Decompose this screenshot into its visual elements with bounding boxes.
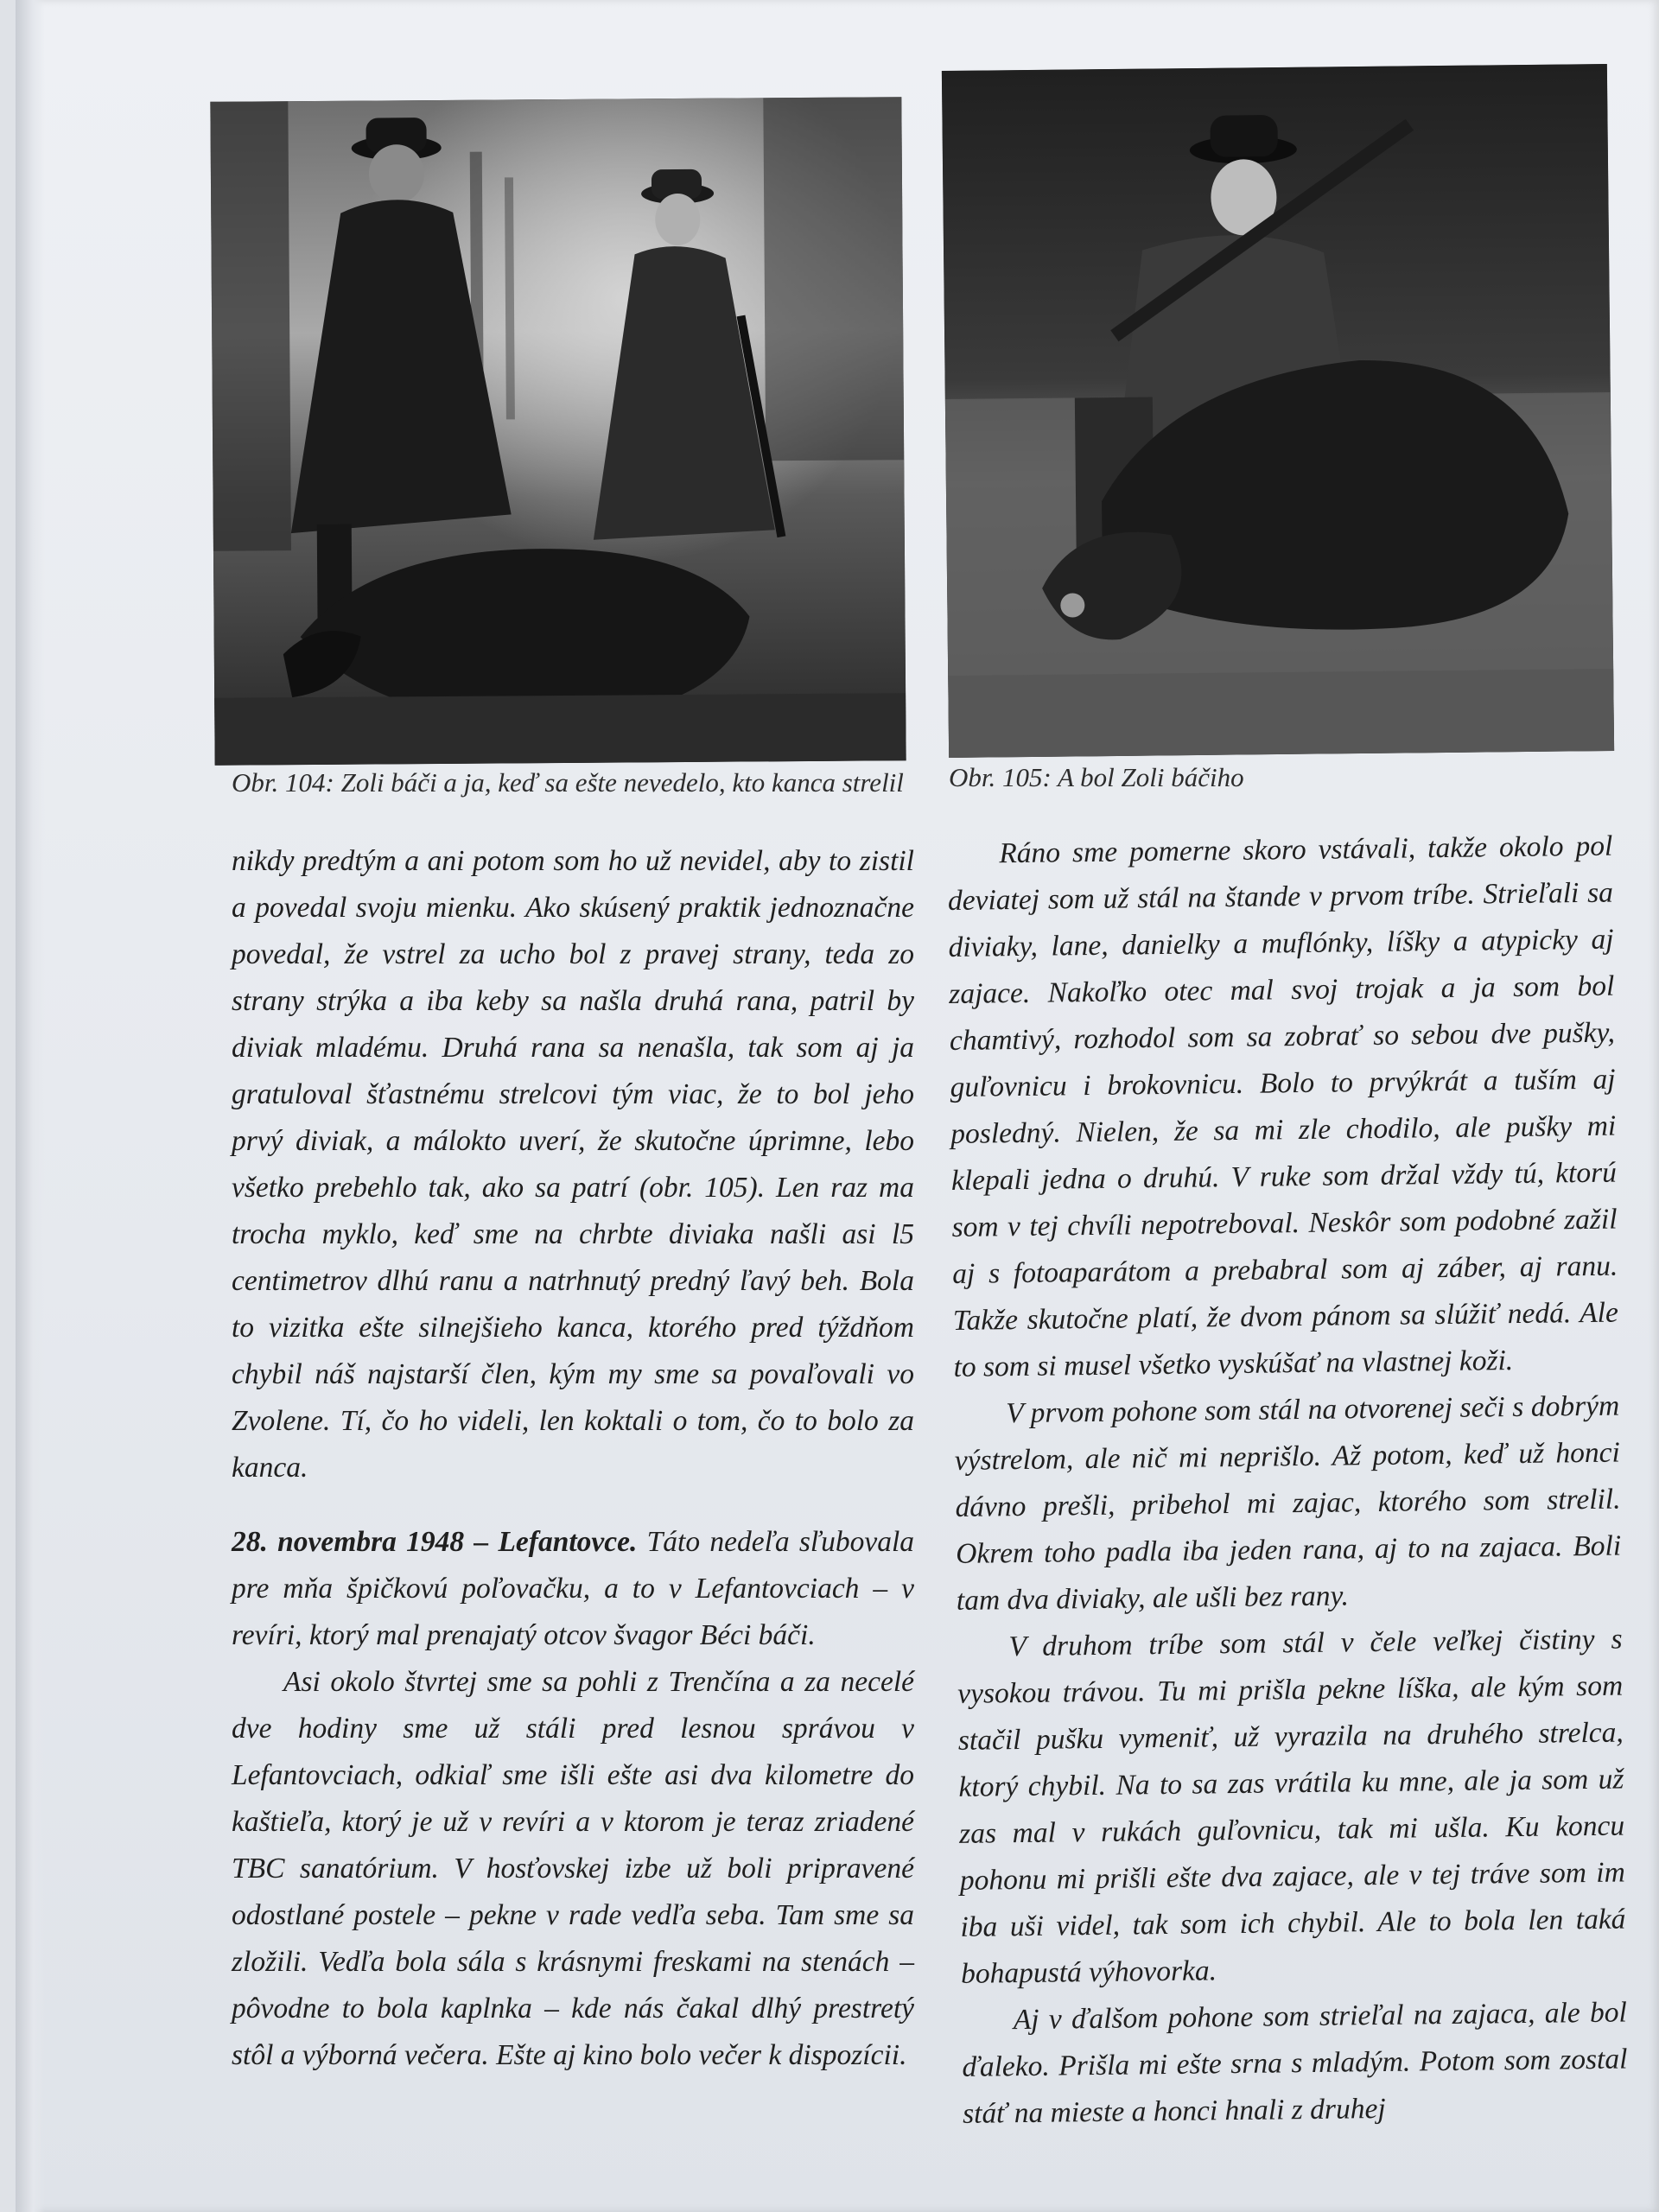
paragraph: Ráno sme pomerne skoro vstávali, takže okolo pol deviatej som už stál na štande v prvom tríbe. Strieľali sa diviaky, lane, danielky a muflónky, líšky a atypicky aj zajace. Nakoľko otec mal svoj trojak a ja som bol chamtivý, rozhodol som sa zobrať so sebou dve pušky, guľovnicu i brokovnicu. Bolo to prvýkrát a tuším aj posledný. Nielen, že sa mi zle chodilo, ale pušky mi klepali jedna o druhú. V ruke som držal vždy tú, ktorú som v tej chvíli nepotreboval. Neskôr som podobné zažil aj s fotoaparátom a prebabral som aj záber, aj ranu. Takže skutočne platí, že dvom pánom sa slúžiť nedá. Ale to som si musel všetko vyskúšať na vlastnej koži.: [947, 830, 1619, 1383]
paragraph: V druhom tríbe som stál v čele veľkej čistiny s vysokou trávou. Tu mi prišla pekne líška, ale kým som stačil pušku vymeniť, už vyrazila na druhého strelca, ktorý chybil. Na to sa zas vrátila ku mne, ale ja som už zas mal v rukách guľovnicu, tak mi ušla. Ku koncu pohonu mi prišli ešte dva zajace, ale v tej tráve som im iba uši videl, tak som ich chybil. Ale to bola len taká bohapustá výhovorka.: [957, 1623, 1626, 1990]
paragraph: nikdy predtým a ani potom som ho už nevidel, aby to zistil a povedal svoju mienku. Ako skúsený praktik jednoznačne povedal, že vstrel za ucho bol z pravej strany, teda zo strany strýka a iba keby sa našla druhá rana, patril by diviak mladému. Druhá rana sa nenašla, tak som aj ja gratuloval šťastnému strelcovi tým viac, že to bol jeho prvý diviak, a málokto uverí, že skutočne úprimne, lebo všetko prebehlo tak, ako sa patrí (obr. 105). Len raz ma trocha myklo, keď sme na chrbte diviaka našli asi l5 centimetrov dlhú ranu a natrhnutý predný ľavý beh. Bola to vizitka ešte silnejšieho kanca, ktorého pred týždňom chybil náš najstarší člen, kým my sme sa povaľovali vo Zvolene. Tí, čo ho videli, len koktali o tom, čo to bolo za kanca.: [232, 845, 914, 1484]
paragraph: Aj v ďalšom pohone som strieľal na zajaca, ale bol ďaleko. Prišla mi ešte srna s mladým. Potom som zostal stáť na mieste a honci hnali z druhej: [962, 1996, 1628, 2130]
entry-heading: 28. novembra 1948 – Lefantovce.: [232, 1526, 638, 1558]
book-page: [16, 0, 1659, 2212]
photo-105-image: [942, 64, 1614, 758]
entry-text: Táto nedeľa sľubovala pre mňa špičkovú poľovačku, a to v Lefantovciach – v revíri, ktorý mal prenajatý otcov švagor Béci báči.: [232, 1526, 915, 1651]
left-text-column: [232, 838, 914, 2079]
figure-104-caption: Obr. 104: Zoli báči a ja, keď sa ešte nevedelo, kto kanca strelil: [232, 767, 904, 798]
photo-hunter-with-boar: [942, 64, 1614, 758]
photo-104-image: [210, 97, 906, 766]
paragraph: Asi okolo štvrtej sme sa pohli z Trenčína a za necelé dve hodiny sme už stáli pred lesnou správou v Lefantovciach, odkiaľ sme išli ešte asi dva kilometre do kaštieľa, ktorý je už v revíri a v ktorom je teraz zriadené TBC sanatórium. V hosťovskej izbe už boli pripravené odostlané postele – pekne v rade vedľa seba. Tam sme sa zložili. Vedľa bola sála s krásnymi freskami na stenách – pôvodne to bola kaplnka – kde nás čakal dlhý prestretý stôl a výborná večera. Ešte aj kino bolo večer k dispozícii.: [232, 1666, 914, 2071]
dated-entry-paragraph: [232, 1519, 914, 1659]
photo-hunters-with-boar: [210, 97, 906, 766]
right-text-column: [947, 823, 1628, 2138]
figure-105-caption: Obr. 105: A bol Zoli báčiho: [949, 762, 1244, 792]
book-spine-shadow: [16, 0, 45, 2212]
paragraph: V prvom pohone som stál na otvorenej seči s dobrým výstrelom, ale nič mi neprišlo. Až potom, keď už honci dávno prešli, pribehol mi zajac, ktorého som strelil. Okrem toho padla iba jeden rana, aj to na zajaca. Boli tam dva diviaky, ale ušli bez rany.: [954, 1389, 1622, 1617]
